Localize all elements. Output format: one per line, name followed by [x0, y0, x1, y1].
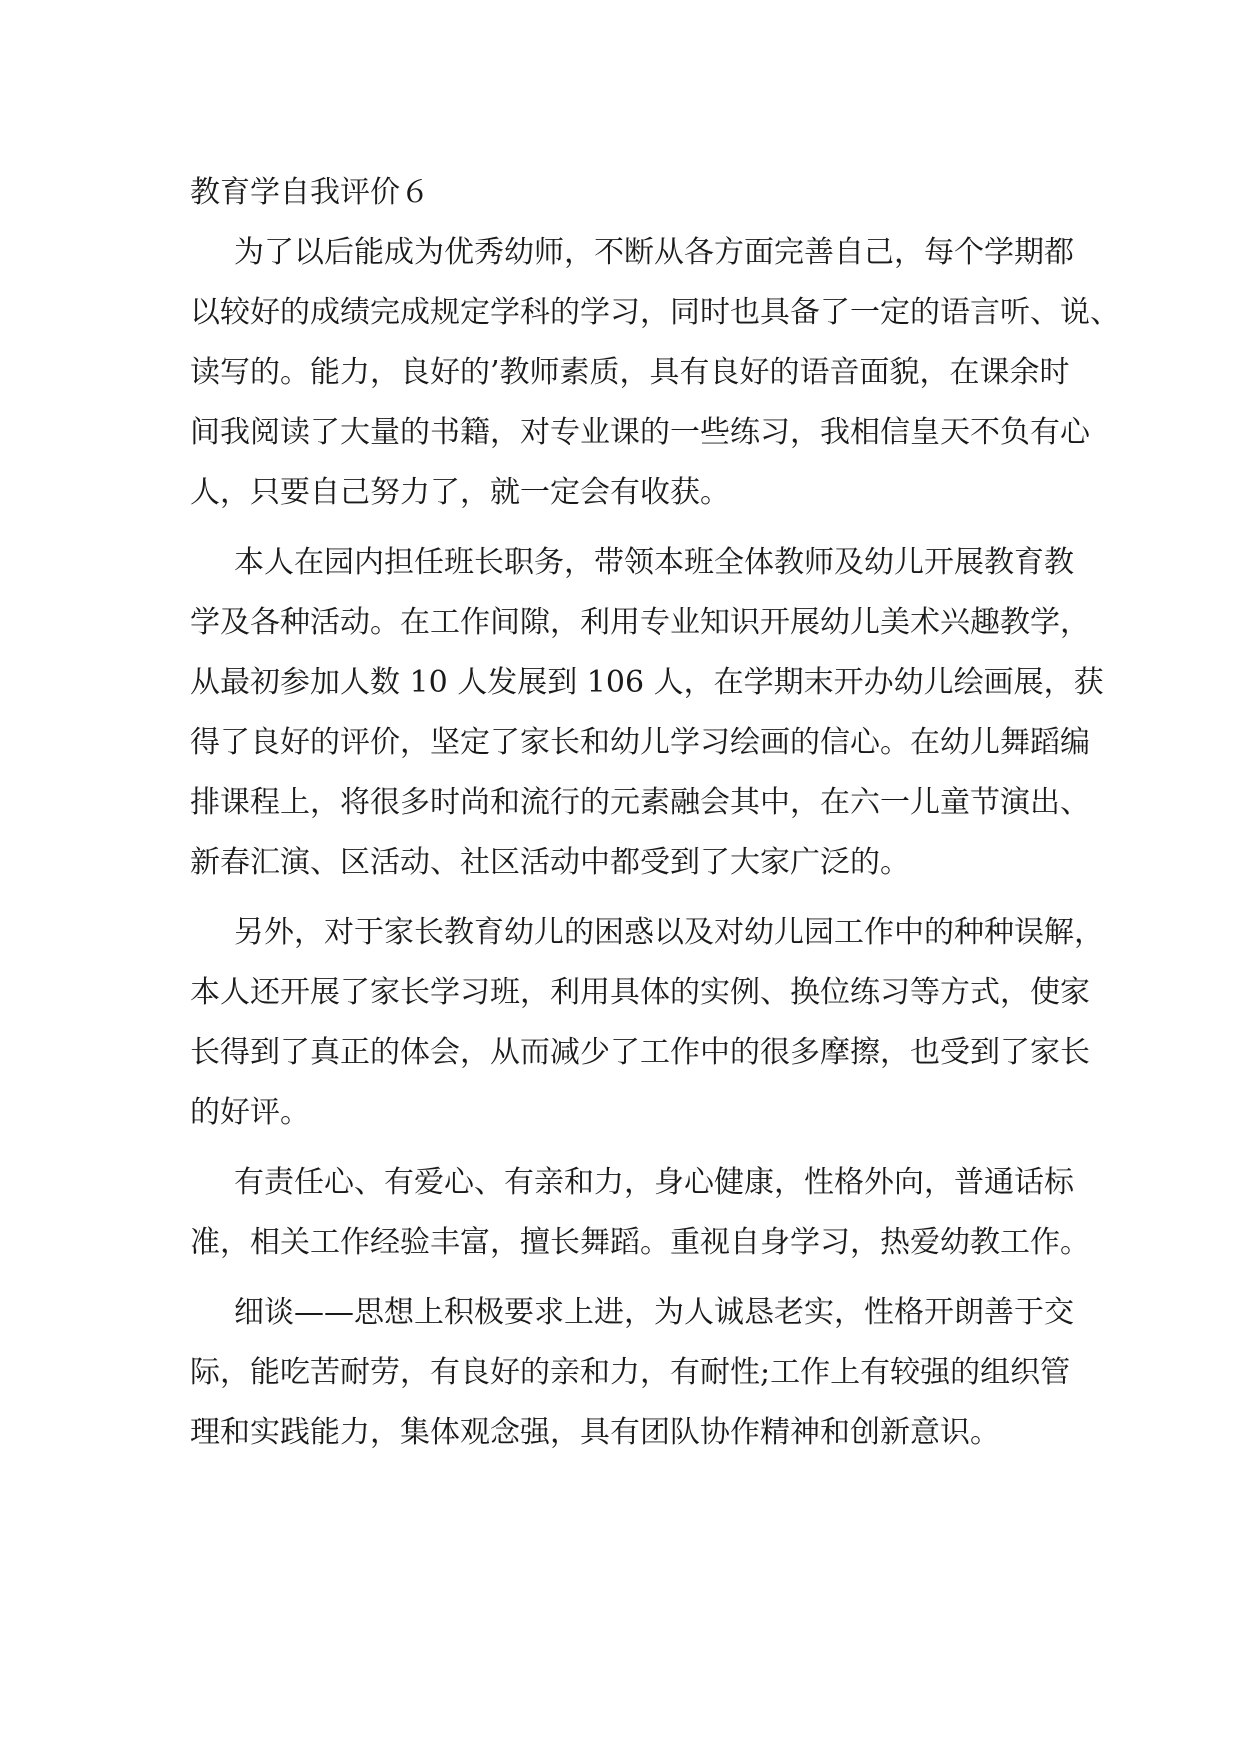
paragraph-line: 为了以后能成为优秀幼师，不断从各方面完善自己，每个学期都	[234, 235, 1074, 270]
paragraph-3	[190, 903, 1104, 1143]
paragraph-line: 有责任心、有爱心、有亲和力，身心健康，性格外向，普通话标	[234, 1165, 1074, 1200]
paragraph-line: 本人还开展了家长学习班，利用具体的实例、换位练习等方式，使家	[190, 975, 1090, 1010]
paragraph-line: 读写的。能力，良好的’教师素质，具有良好的语音面貌，在课余时	[190, 355, 1070, 390]
paragraph-line: 新春汇演、区活动、社区活动中都受到了大家广泛的。	[190, 845, 910, 880]
paragraph-line: 以较好的成绩完成规定学科的学习，同时也具备了一定的语言听、说、	[190, 295, 1120, 330]
paragraph-line: 学及各种活动。在工作间隙，利用专业知识开展幼儿美术兴趣教学，	[190, 605, 1090, 640]
document-title: 教育学自我评价６	[190, 175, 430, 210]
paragraph-line: 排课程上，将很多时尚和流行的元素融会其中，在六一儿童节演出、	[190, 785, 1090, 820]
paragraph-line: 得了良好的评价，坚定了家长和幼儿学习绘画的信心。在幼儿舞蹈编	[190, 725, 1090, 760]
paragraph-line: 从最初参加人数 10 人发展到 106 人，在学期末开办幼儿绘画展，获	[190, 665, 1104, 700]
document-body	[190, 168, 1120, 1473]
paragraph-line: 理和实践能力，集体观念强，具有团队协作精神和创新意识。	[190, 1415, 1000, 1450]
paragraph-line: 细谈——思想上积极要求上进，为人诚恳老实，性格开朗善于交	[234, 1295, 1074, 1330]
paragraph-line: 人，只要自己努力了，就一定会有收获。	[190, 475, 730, 510]
paragraph-line: 的好评。	[190, 1095, 310, 1130]
paragraph-line: 长得到了真正的体会，从而减少了工作中的很多摩擦，也受到了家长	[190, 1035, 1090, 1070]
paragraph-2	[190, 533, 1104, 893]
paragraph-line: 间我阅读了大量的书籍，对专业课的一些练习，我相信皇天不负有心	[190, 415, 1090, 450]
paragraph-line: 准，相关工作经验丰富，擅长舞蹈。重视自身学习，热爱幼教工作。	[190, 1225, 1090, 1260]
paragraph-1	[190, 223, 1120, 523]
paragraph-line: 本人在园内担任班长职务，带领本班全体教师及幼儿开展教育教	[234, 545, 1074, 580]
paragraph-4	[190, 1153, 1090, 1273]
paragraph-line: 际，能吃苦耐劳，有良好的亲和力，有耐性;工作上有较强的组织管	[190, 1355, 1071, 1390]
paragraph-5	[190, 1283, 1074, 1463]
paragraph-line: 另外，对于家长教育幼儿的困惑以及对幼儿园工作中的种种误解，	[234, 915, 1104, 950]
